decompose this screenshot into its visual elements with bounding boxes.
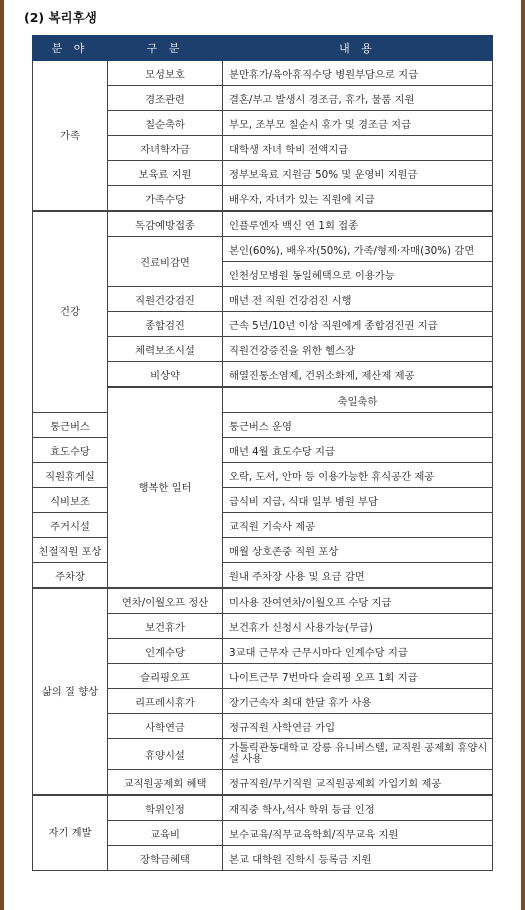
category-self-development: 자기 계발 bbox=[33, 795, 108, 871]
item-label: 진료비감면 bbox=[108, 237, 223, 287]
item-content: 3교대 근무자 근무시마다 인계수당 지급 bbox=[223, 639, 493, 664]
item-content: 부모, 조부모 칠순시 휴가 및 경조금 지급 bbox=[223, 111, 493, 136]
category-health: 건강 bbox=[33, 211, 108, 413]
table-row bbox=[33, 538, 493, 563]
header-item: 구 분 bbox=[108, 36, 223, 61]
item-content: 분만휴가/육아휴직수당 병원부담으로 지급 bbox=[223, 61, 493, 86]
table-row bbox=[33, 563, 493, 589]
item-content: 대학생 자녀 학비 전액지급 bbox=[223, 136, 493, 161]
item-content: 보수교육/직무교육학회/직무교육 지원 bbox=[223, 821, 493, 846]
item-content: 근속 5년/10년 이상 직원에게 종합검진권 지급 bbox=[223, 312, 493, 337]
item-label: 슬리핑오프 bbox=[108, 664, 223, 689]
item-label: 모성보호 bbox=[108, 61, 223, 86]
item-label: 주차장 bbox=[33, 563, 108, 589]
table-row bbox=[33, 513, 493, 538]
section-title: (2) 복리후생 bbox=[24, 10, 97, 25]
item-content: 교직원 기숙사 제공 bbox=[223, 513, 493, 538]
item-label: 체력보조시설 bbox=[108, 337, 223, 362]
item-content: 가톨릭관동대학교 강릉 유니버스텔, 교직원 공제회 휴양시설 사용 bbox=[223, 739, 493, 770]
item-label: 경조관련 bbox=[108, 86, 223, 111]
item-label: 종합검진 bbox=[108, 312, 223, 337]
item-content: 본인(60%), 배우자(50%), 가족/형제·자매(30%) 감면 bbox=[223, 237, 493, 262]
item-label: 연차/이월오프 정산 bbox=[108, 588, 223, 614]
item-content: 매년 4월 효도수당 지급 bbox=[223, 438, 493, 463]
item-content: 매월 상호존중 직원 포상 bbox=[223, 538, 493, 563]
table-row bbox=[33, 61, 493, 86]
item-label: 칠순축하 bbox=[108, 111, 223, 136]
welfare-table bbox=[32, 35, 493, 871]
category-happy-workplace: 행복한 일터 bbox=[108, 387, 223, 588]
table-row bbox=[33, 211, 493, 237]
item-content: 정규직원 사학연금 가입 bbox=[223, 714, 493, 739]
item-label: 리프레시휴가 bbox=[108, 689, 223, 714]
item-content: 배우자, 자녀가 있는 직원에 지급 bbox=[223, 186, 493, 212]
table-header-row bbox=[33, 36, 493, 61]
item-content: 결혼/부고 발생시 경조금, 휴가, 물품 지원 bbox=[223, 86, 493, 111]
item-label: 축일축하 bbox=[223, 387, 493, 413]
item-label: 인계수당 bbox=[108, 639, 223, 664]
item-content: 정부보육료 지원금 50% 및 운영비 지원금 bbox=[223, 161, 493, 186]
item-content: 정규직원/무기직원 교직원공제회 가입기회 제공 bbox=[223, 770, 493, 796]
item-label: 직원휴게실 bbox=[33, 463, 108, 488]
table-row bbox=[33, 588, 493, 614]
item-content: 나이트근무 7번마다 슬리핑 오프 1회 지급 bbox=[223, 664, 493, 689]
item-content: 해열진통소염제, 건위소화제, 제산제 제공 bbox=[223, 362, 493, 388]
item-content: 재직중 학사,석사 학위 등급 인정 bbox=[223, 795, 493, 821]
table-row bbox=[33, 463, 493, 488]
item-content-secondary: 인천성모병원 동일혜택으로 이용가능 bbox=[223, 262, 493, 287]
item-label: 비상약 bbox=[108, 362, 223, 388]
item-label: 효도수당 bbox=[33, 438, 108, 463]
item-label: 자녀학자금 bbox=[108, 136, 223, 161]
item-label: 식비보조 bbox=[33, 488, 108, 513]
table-row bbox=[33, 413, 493, 438]
table-row bbox=[33, 438, 493, 463]
page-border-left bbox=[0, 0, 4, 910]
item-content: 인플루엔자 백신 연 1회 접종 bbox=[223, 211, 493, 237]
item-content: 오락, 도서, 안마 등 이용가능한 휴식공간 제공 bbox=[223, 463, 493, 488]
item-content: 본교 대학원 진학시 등록금 지원 bbox=[223, 846, 493, 871]
item-label: 가족수당 bbox=[108, 186, 223, 212]
item-content: 매년 전 직원 건강검진 시행 bbox=[223, 287, 493, 312]
table-row bbox=[33, 488, 493, 513]
item-content: 통근버스 운영 bbox=[223, 413, 493, 438]
item-content: 미사용 잔여연차/이월오프 수당 지급 bbox=[223, 588, 493, 614]
item-label: 독감예방접종 bbox=[108, 211, 223, 237]
category-quality-of-life: 삶의 질 향상 bbox=[33, 588, 108, 795]
item-label: 통근버스 bbox=[33, 413, 108, 438]
item-content: 직원건강증진을 위한 헬스장 bbox=[223, 337, 493, 362]
header-content: 내 용 bbox=[223, 36, 493, 61]
item-content: 보건휴가 신청시 사용가능(무급) bbox=[223, 614, 493, 639]
item-label: 친절직원 포상 bbox=[33, 538, 108, 563]
item-label: 교육비 bbox=[108, 821, 223, 846]
item-label: 사학연금 bbox=[108, 714, 223, 739]
item-label: 보육료 지원 bbox=[108, 161, 223, 186]
item-label: 장학금혜택 bbox=[108, 846, 223, 871]
header-category: 분 야 bbox=[33, 36, 108, 61]
category-family: 가족 bbox=[33, 61, 108, 212]
item-label: 보건휴가 bbox=[108, 614, 223, 639]
item-content: 장기근속자 최대 한달 휴가 사용 bbox=[223, 689, 493, 714]
item-content: 원내 주차장 사용 및 요금 감면 bbox=[223, 563, 493, 589]
item-label: 교직원공제회 혜택 bbox=[108, 770, 223, 796]
item-label: 학위인정 bbox=[108, 795, 223, 821]
item-label: 휴양시설 bbox=[108, 739, 223, 770]
item-content: 급식비 지급, 식대 일부 병원 부담 bbox=[223, 488, 493, 513]
item-label: 직원건강검진 bbox=[108, 287, 223, 312]
table-row bbox=[33, 795, 493, 821]
page-border-right bbox=[521, 0, 525, 910]
item-label: 주거시설 bbox=[33, 513, 108, 538]
